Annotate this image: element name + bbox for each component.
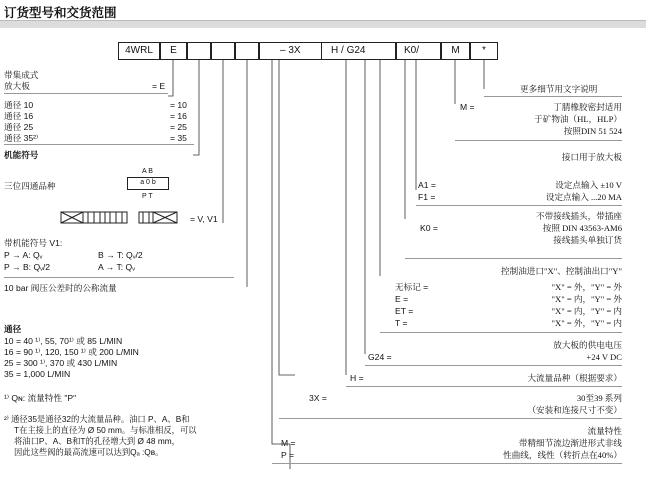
code-series: 3X (288, 45, 301, 56)
nominal-flow-label: 10 bar 阀压公差时的公称流量 (4, 283, 117, 293)
separator (405, 258, 622, 259)
pilot-text-t: "X" = 外，"Y" = 内 (551, 318, 622, 328)
page-title: 订货型号和交货范围 (4, 6, 117, 20)
code-k0: K0 (404, 45, 417, 56)
footnote-2-line-4: 因此这些阀的最高流速可以达到Qₐ :Qʙ。 (14, 447, 164, 457)
spool-v-symbol-icon (58, 210, 188, 226)
code-slash1: / (341, 45, 344, 56)
v1-pb: P → B: Qᵥ/2 (4, 262, 51, 272)
series-text: 30至39 系列 (576, 393, 622, 403)
code-box-amplifier: E (160, 42, 187, 60)
separator (4, 277, 234, 278)
separator (416, 205, 622, 206)
spool-code: = V, V1 (190, 214, 218, 224)
k0-code: K0 = (420, 223, 438, 233)
separator (380, 332, 622, 333)
separator (365, 365, 622, 366)
v1-at: A → T: Qᵥ (98, 262, 135, 272)
code-box-details: * (470, 42, 498, 60)
a1-code: A1 = (418, 180, 436, 190)
code-h: H (331, 45, 339, 56)
p-code: P = (281, 450, 294, 460)
h-code: H = (350, 373, 364, 383)
seal-line-2: 于矿物油（HL，HLP） (534, 114, 622, 124)
separator (346, 386, 622, 387)
code-dash: – (280, 45, 286, 56)
pilot-code-e: E = (395, 294, 409, 304)
symbol-ports-bottom: P T (142, 193, 153, 200)
m-text: 带精细节流边渐进形式非线 (518, 438, 622, 448)
pilot-text-none: "X" = 外，"Y" = 外 (551, 282, 622, 292)
size-label-25: 通径 25 (4, 122, 34, 132)
v1-bt: B → T: Qᵥ/2 (98, 250, 143, 260)
g24-code: G24 = (368, 352, 392, 362)
separator (279, 418, 622, 419)
size-code-10: = 10 (170, 100, 187, 110)
footnote-2-line-1: ²⁾ 通径35是通径32的大流量品种。油口 P、A、B和 (4, 414, 190, 424)
separator (272, 463, 622, 464)
separator (484, 96, 622, 97)
flow-row-10: 10 = 40 ¹⁾, 55, 70¹⁾ 或 85 L/MIN (4, 336, 123, 346)
k0-line-3: 接线插头单独订货 (553, 235, 622, 245)
seal-code: M = (460, 102, 475, 112)
pilot-title: 控制油进口"X"、控制油出口"Y" (501, 266, 622, 276)
amplifier-title: 带集成式 (4, 70, 39, 80)
code-box-series: 4WRL (118, 42, 160, 60)
footnote-1: ¹⁾ Qɴ: 流量特性 "P" (4, 393, 77, 403)
pilot-code-t: T = (395, 318, 408, 328)
seal-line-1: 丁腈橡胶密封适用 (553, 102, 622, 112)
amplifier-label: 放大板 (4, 81, 30, 91)
pilot-code-none: 无标记 = (395, 282, 429, 292)
flow-row-16: 16 = 90 ¹⁾, 120, 150 ¹⁾ 或 200 L/MIN (4, 347, 139, 357)
size-code-25: = 25 (170, 122, 187, 132)
v1-title: 带机能符号 V1: (4, 238, 63, 248)
size-label-35: 通径 35²⁾ (4, 133, 39, 143)
code-slash2: / (416, 45, 420, 56)
f1-code: F1 = (418, 192, 436, 202)
a1-text: 设定点输入 ±10 V (555, 180, 622, 190)
g24-text: +24 V DC (586, 352, 622, 362)
v1-pa: P → A: Qᵥ (4, 250, 43, 260)
flow-characteristic-title: 流量特性 (587, 426, 622, 436)
footnote-2-line-3: 将油口P、A、B和T的孔径增大到 Ø 48 mm， (14, 436, 180, 446)
p-text: 性曲线，线性（转折点在40%） (503, 450, 622, 460)
pilot-code-et: ET = (395, 306, 414, 316)
flow-row-35: 35 = 1,000 L/MIN (4, 369, 71, 379)
code-box-seal: M (441, 42, 470, 60)
more-details-label: 更多细节用文字说明 (520, 84, 598, 94)
k0-line-2: 按照 DIN 43563-AM6 (542, 223, 622, 233)
size-label-10: 通径 10 (4, 100, 34, 110)
pilot-text-e: "X" = 内，"Y" = 外 (551, 294, 622, 304)
separator (455, 140, 622, 141)
pilot-text-et: "X" = 内，"Y" = 内 (551, 306, 622, 316)
supply-title: 放大板的供电电压 (553, 340, 622, 350)
function-symbol-label: 三位四通品种 (4, 181, 56, 191)
k0-line-1: 不带接线插头，带插座 (536, 211, 622, 221)
f1-text: 设定点输入 ...20 MA (545, 192, 622, 202)
separator (4, 144, 194, 145)
interface-title: 接口用于放大板 (561, 152, 622, 162)
seal-line-3: 按照DIN 51 524 (563, 126, 622, 136)
size-label-16: 通径 16 (4, 111, 34, 121)
separator (4, 93, 168, 94)
function-symbol-title: 机能符号 (4, 150, 39, 160)
code-g24: G24 (346, 45, 366, 56)
flow-row-25: 25 = 300 ¹⁾, 370 或 430 L/MIN (4, 358, 118, 368)
size-code-16: = 16 (170, 111, 187, 121)
valve-symbol-icon: a 0 b (127, 177, 169, 190)
h-text: 大流量品种（根据要求） (527, 373, 622, 383)
symbol-ports-top: A B (142, 168, 153, 175)
amplifier-code: = E (152, 81, 166, 91)
series-code: 3X = (309, 393, 327, 403)
m-code: M = (281, 438, 296, 448)
flow-title: 通径 (4, 324, 22, 334)
size-code-35: = 35 (170, 133, 187, 143)
footnote-2-line-2: T在主接上的直径为 Ø 50 mm。与标准相反，可以 (14, 425, 197, 435)
series-note: （安装和连接尺寸不变） (527, 405, 622, 415)
